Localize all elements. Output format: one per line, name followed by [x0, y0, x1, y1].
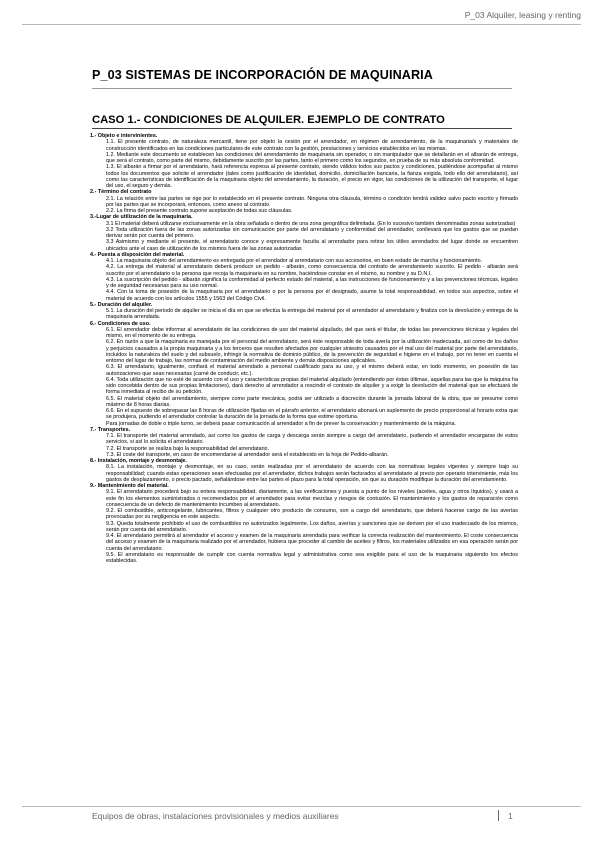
document-title: P_03 SISTEMAS DE INCORPORACIÓN DE MAQUINARIA [92, 68, 433, 82]
header-rule [22, 24, 581, 25]
clause-paragraph: 6.3. El arrendatario, igualmente, confiará el material arrendado a personal cualificado para su uso, y el mismo deberá estar, en todo momento, en posesión de las autorizaciones que sean necesarias (carné de conducir, etc.). [106, 364, 518, 377]
clause-paragraph: 3.3 Asimismo y mediante el presente, el arrendatario conoce y expresamente faculta al arrendador para retirar los útiles arrendados del lugar donde se encuentren ubicados ante el caso de utilización de los mismos fuera de las zonas autorizadas [106, 239, 518, 252]
contract-section [88, 189, 518, 214]
clause-paragraph: 3.2 Toda utilización fuera de las zonas autorizadas sin comunicación por parte del arrendatario y conformidad del arrendador, conllevará que los gastos que se puedan derivar serán por cuenta del primero. [106, 226, 518, 239]
clause-paragraph: 6.6. En el supuesto de sobrepasar las 8 horas de utilización fijadas en el párrafo anterior, el arrendatario abonará un suplemento de precio proporcional al horario extra que se produjera, pudiendo el arrendador controlar la duración de la jornada de la forma que estime oportuna. [106, 408, 518, 421]
clause-paragraph: 6.1. El arrendador debe informar al arrendatario de las condiciones de uso del material alquilado, del que será el titular, de todas las prevenciones técnicas y legales del mismo, en el momento de su entrega. [106, 326, 518, 339]
clause-paragraph: 7.2. El transporte se realiza bajo la responsabilidad del arrendatario. [106, 445, 270, 452]
contract-section [88, 252, 518, 302]
clause-paragraph: 4.1. La maquinaria objeto del arrendamiento es entregada por el arrendador al arrendatario con sus accesorios, en buen estado de marcha y funcionamiento. [106, 258, 483, 264]
clause-paragraph: 6.5. El material objeto del arrendamiento, siempre como parte mecánica, podrá ser utilizado a discreción durante la jornada laboral de la obra, que se presume como máximo de 8 horas diarias. [106, 395, 518, 408]
section-title: 6.- Condiciones de uso. [90, 320, 151, 327]
clause-paragraph: 8.1. La instalación, montaje y desmontaje, en su caso, serán realizadas por el arrendatario de acuerdo con las normativas legales vigentes y siempre bajo su responsabilidad; cuando estas operaciones sean efectuadas por el arrendador, dichos trabajos serán facturados al arrendatario al precio por operario interviniente, más los gastos de desplazamiento, o precio pactado, señalándose entre las partes el plazo para la total operación, sin que su duración modifique la duración del arrendamiento. [106, 464, 518, 483]
footer-text: Equipos de obras, instalaciones provisionales y medios auxiliares [92, 811, 339, 821]
section-title: 7.- Transportes. [90, 426, 131, 433]
contract-section [88, 427, 518, 458]
clause-paragraph: 9.1. El arrendatario procederá bajo su entera responsabilidad, diariamente, a las verificaciones y puesta a punto de los niveles (aceites, agua y otros líquidos), y usará a este fin los elementos suministrados o recomendados por el arrendador para evitar mezclas y riesgos de contusión. El mantenimiento y los gastos de reparación como consecuencia de un defecto de mantenimiento incumben al arrendatario. [106, 489, 518, 508]
clause-paragraph: 4.4. Con la toma de posesión de la maquinaria por el arrendatario o por la persona por él designado, asume la total responsabilidad, en todos sus aspectos, sobre el material de acuerdo con los artículos 1555 y 1563 del Código Civil. [106, 289, 518, 302]
clause-paragraph: 1.2. Mediante este documento se establecen las condiciones del arrendamiento de maquinaria sin operador, o sin manipulador que se detallarán en el albarán de entrega, que será el contrato, como parte del mismo, debidamente suscrito por las partes, tanto el primero como los segundos, en prueba de su más absoluta conformidad. [106, 151, 518, 164]
clause-paragraph: 4.3. La suscripción del pedido - albarán significa la conformidad al perfecto estado del material, a las instrucciones de funcionamiento y a las prevenciones técnicas, legales y de seguridad necesarias para su uso normal. [106, 276, 518, 289]
clause-paragraph: 1.1. El presente contrato, de naturaleza mercantil, tiene por objeto la cesión por el arrendador, en régimen de arrendamiento, de la maquinaria/s y materiales de construcción identificados en las condiciones particulares de este contrato con la gestión, prestaciones y servicios establecidos en las mismas. [106, 139, 518, 152]
page-number: 1 [508, 811, 513, 821]
clause-paragraph: 2.2. La firma del presente contrato supone aceptación de todas sus cláusulas. [106, 208, 293, 214]
title-rule [92, 88, 512, 89]
clause-paragraph: 3.1 El material deberá utilizarse exclusivamente en la obra señalada o dentro de una zona geográfica delimitada. (En lo sucesivo también denominadas zonas autorizadas) [106, 220, 516, 227]
section-title: 3.-Lugar de utilización de la maquinaria. [90, 214, 193, 221]
clause-paragraph: Para jornadas de doble o triple turno, se deberá pasar comunicación al arrendador a fin de prever la conservación y mantenimiento de la máquina. [106, 420, 456, 427]
case-title-rule [92, 128, 512, 129]
contract-section [88, 214, 518, 252]
clause-paragraph: 6.2. En razón a que la maquinaria es manejada por el personal del arrendatario, será éste responsable de toda avería por la utilización inadecuada, así como de los daños y perjuicios causados a la propia maquinaria y a los terceros que resulten afectados por cualquier siniestro causados por el mal uso del material por parte del arrendatario, incluidos la naturaleza del suelo y del subsuelo, infringir la normativa de dominio público, de la prevención de seguridad e higiene en el trabajo, por no tener en cuenta el entorno del lugar de trabajo, las normas de contaminación del medio ambiente y demás disposiciones aplicables. [106, 339, 518, 364]
clause-paragraph: 4.2. La entrega del material al arrendatario deberá producir un pedido - albarán, como consecuencia del contrato de arrendamiento suscrito. El pedido - albarán será suscrito por el arrendatario o la persona que recoja la maquinaria en su nombre, haciéndose constar en el mismo, su nombre y su D.N.I. [106, 264, 518, 277]
section-title: 1.- Objeto e intervinientes. [90, 133, 158, 139]
clause-paragraph: 7.3. El coste del transporte, en caso de encomendarse al arrendador será el establecido en la hoja de Pedido-albarán. [106, 451, 389, 458]
clause-paragraph: 9.3. Queda totalmente prohibido el uso de combustibles no autorizados legalmente. Los daños, averías y sanciones que se deriven por el uso inadecuado de los mismos, serán por cuenta del arrendatario. [106, 520, 518, 533]
clause-paragraph: 9.5. El arrendatario es responsable de cumplir con cuenta normativa legal y administrativa como sea exigible para el uso de la maquinaria siguiendo los efectos establecidas. [106, 551, 518, 564]
footer-rule [22, 806, 581, 807]
clause-paragraph: 6.4. Toda utilización que no esté de acuerdo con el uso y características propias del material alquilado (entendiendo por éstas últimas, aquellas para las que la máquina ha sido concebida dentro de sus propias limitaciones), dará derecho al arrendador a rescindir el contrato de alquiler y a exigir la devolución del material que se efectuará de forma inmediata al recibo de su petición. [106, 376, 518, 396]
clause-paragraph: 2.1. La relación entre las partes se rige por lo establecido en el presente contrato. Ninguna otra cláusula, término o condición tendrá validez salvo pacto escrito y firmado por las partes que se incorporará, entonces, como anexo al contrato. [106, 195, 518, 208]
footer-separator [498, 810, 499, 821]
contract-section [88, 321, 518, 427]
contract-section [88, 483, 518, 564]
clause-paragraph: 5.1. La duración del periodo de alquiler se inicia el día en que se efectúa la entrega del material por el arrendador al arrendatario y finaliza con la devolución y entrega de la maquinaria arrendada. [106, 308, 518, 321]
section-title: 8.- Instalación, montaje y desmontaje. [90, 458, 188, 464]
contract-section [88, 133, 518, 189]
contract-section [88, 302, 518, 321]
section-title: 4.- Puesta a disposición del material. [90, 251, 185, 258]
contract-section [88, 458, 518, 483]
clause-paragraph: 9.4. El arrendatario permitirá al arrendador el acceso y examen de la maquinaria arrendada para verificar la correcta realización del mantenimiento. El coste consecuencia del acceso y examen de la maquinaria realizado por el arrendador, hubiera que proceder al cambio de aceites y filtros, los materiales utilizados en esa operación serán por cuenta del arrendatario. [106, 533, 518, 552]
clause-paragraph: 9.2. El combustible, anticongelante, lubricantes, filtros y cualquier otro producto de consumo, son a cargo del arrendatario, que deberá hacerse cargo de las averías provocadas por su negligencia en este aspecto. [106, 508, 518, 521]
section-title: 9.- Mantenimiento del material. [90, 483, 169, 489]
running-header: P_03 Alquiler, leasing y renting [464, 10, 581, 20]
clause-paragraph: 1.3. El albarán a firmar por el arrendatario, hará referencia expresa al presente contrato, siendo válidos todos sus pactos y condiciones, pudiéndose acompañar al mismo todos los documentos que solicite el arrendador (tales como justificación de identidad, domicilio, domiciliación bancaria, la fianza exigida, todo ello del arrendatario), así como las características de identificación de la maquinaria objeto del arrendamiento, la duración, el precio en vigor, las condiciones de la utilización del transporte, el lugar del uso, el seguro y demás. [106, 164, 518, 189]
contract-body [88, 133, 518, 564]
section-title: 2.- Término del contrato [90, 189, 152, 196]
clause-paragraph: 7.1. El transporte del material arrendado, así como los gastos de carga y descarga serán siempre a cargo del arrendatario, pudiendo el arrendador encargarse de estos servicios, si así lo solicita el arrendatario. [106, 433, 518, 446]
section-title: 5.- Duración del alquiler. [90, 301, 153, 308]
case-title: CASO 1.- CONDICIONES DE ALQUILER. EJEMPLO DE CONTRATO [92, 114, 445, 126]
